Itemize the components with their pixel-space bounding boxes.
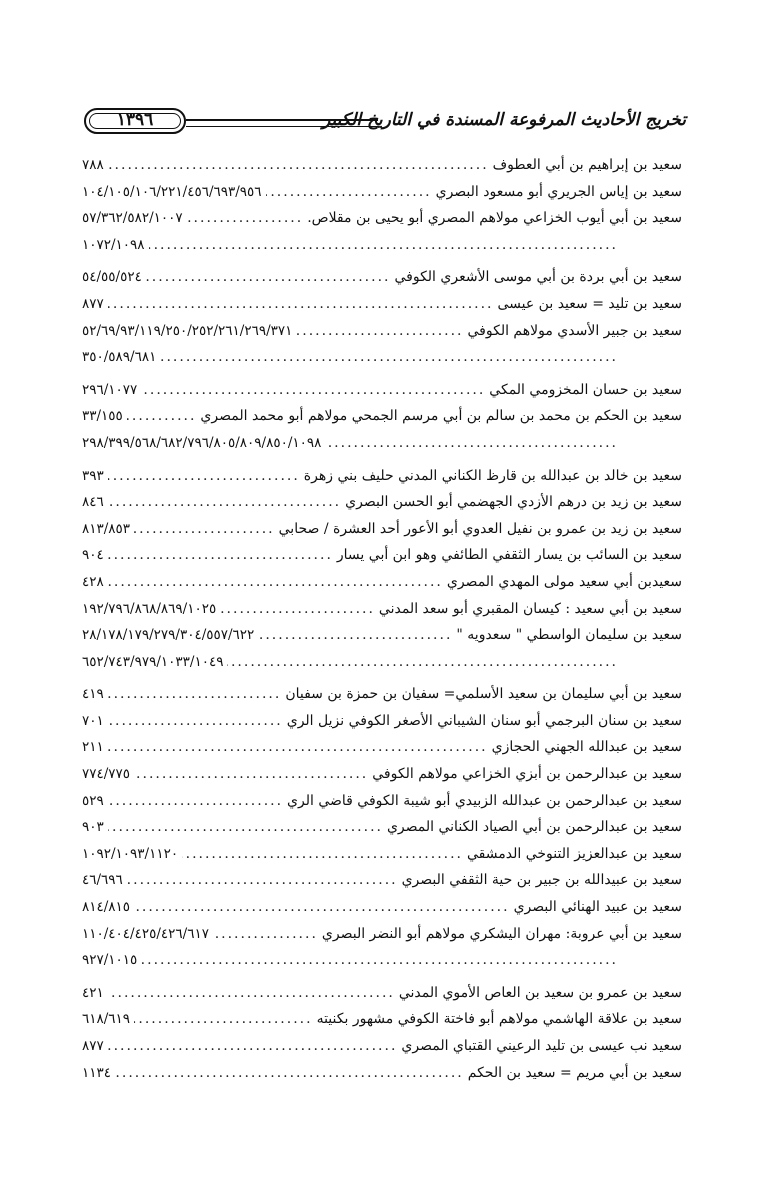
index-entry-continuation bbox=[82, 344, 682, 371]
entry-page-refs: ٥٧/٣٦٢/٥٨٢/١٠٠٧ bbox=[82, 210, 183, 227]
entry-page-refs: ٨٤٦ bbox=[82, 494, 104, 511]
entry-page-refs: ٣٣/١٥٥ bbox=[82, 408, 123, 425]
index-entry-continuation bbox=[82, 947, 682, 974]
entry-name: سعيد بن أبي عروبة: مهران اليشكري مولاهم أبو النضر البصري bbox=[321, 925, 682, 942]
entry-page-refs: ١١٣٤ bbox=[82, 1064, 112, 1081]
dot-leader bbox=[115, 1060, 464, 1087]
entry-name: سعيد بن أبي أيوب الخزاعي مولاهم المصري أبو يحيى بن مقلاص. bbox=[307, 210, 682, 227]
index-entry bbox=[82, 489, 682, 516]
entry-name: سعيد بن عبدالرحمن بن عبدالله الزبيدي أبو شيبة الكوفي قاضي الري bbox=[287, 792, 682, 809]
entry-name: سعيد بن عبيد الهنائي البصري bbox=[513, 899, 682, 916]
dot-leader bbox=[149, 232, 618, 259]
index-entry bbox=[82, 377, 682, 404]
dot-leader bbox=[213, 921, 318, 948]
index-entry bbox=[82, 596, 682, 623]
dot-leader bbox=[134, 1006, 313, 1033]
dot-leader bbox=[108, 569, 443, 596]
index-entry bbox=[82, 814, 682, 841]
entry-name: سعيد بن أبي سعيد : كيسان المقبري أبو سعد المدني bbox=[378, 600, 682, 617]
entry-name: سعيد بن عمرو بن سعيد بن العاص الأموي المدني bbox=[398, 984, 682, 1001]
index-entry bbox=[82, 894, 682, 921]
entry-name: سعيد بن عبيدالله بن جبير بن حية الثقفي البصري bbox=[401, 872, 682, 889]
dot-leader bbox=[108, 1033, 398, 1060]
entry-page-refs: ٥٢٩ bbox=[82, 792, 104, 809]
dot-leader bbox=[134, 894, 510, 921]
running-title: تخريج الأحاديث المرفوعة المسندة في التاريخ الكبير bbox=[322, 110, 686, 130]
dot-leader bbox=[108, 489, 341, 516]
entry-page-refs: ٨٧٧ bbox=[82, 295, 104, 312]
dot-leader bbox=[141, 947, 618, 974]
page-header bbox=[78, 108, 686, 148]
index-entry bbox=[82, 264, 682, 291]
dot-leader bbox=[182, 841, 463, 868]
entry-name: سعيد بن عبدالرحمن بن أبزي الخزاعي مولاهم الكوفي bbox=[372, 766, 682, 783]
dot-leader bbox=[108, 152, 489, 179]
entry-name: سعيد بن إبراهيم بن أبي العطوف bbox=[492, 157, 682, 173]
index-entry bbox=[82, 980, 682, 1007]
dot-leader bbox=[127, 867, 398, 894]
index-entry bbox=[82, 761, 682, 788]
entry-page-refs: ٧٨٨ bbox=[82, 157, 104, 173]
dot-leader bbox=[296, 318, 463, 345]
entry-name: سعيد بن عبدالله الجهني الحجازي bbox=[491, 739, 682, 756]
entry-name: سعيد بن سنان البرجمي أبو سنان الشيباني الأصغر الكوفي نزيل الري bbox=[286, 712, 682, 729]
dot-leader bbox=[258, 622, 452, 649]
entry-page-refs: ١١٠/٤٠٤/٤٢٥/٤٢٦/٦١٧ bbox=[82, 925, 209, 942]
dot-leader bbox=[108, 542, 333, 569]
entry-page-refs: ٣٥٠/٥٨٩/٦٨١ bbox=[82, 349, 157, 366]
entry-name: سعيد بن الحكم بن محمد بن سالم بن أبي مرسم الجمحي مولاهم أبو محمد المصري bbox=[200, 408, 682, 425]
entry-page-refs: ٢١١ bbox=[82, 739, 104, 756]
index-entry bbox=[82, 463, 682, 490]
entry-name: سعيد بن تليد = سعيد بن عيسى bbox=[497, 295, 682, 312]
index-entry bbox=[82, 867, 682, 894]
index-entry bbox=[82, 542, 682, 569]
entry-page-refs: ٢٩٦/١٠٧٧ bbox=[82, 381, 138, 398]
entry-page-refs: ٢٨/١٧٨/١٧٩/٢٧٩/٣٠٤/٥٥٧/٦٢٢ bbox=[82, 627, 255, 644]
index-entry bbox=[82, 152, 682, 179]
page-number-badge: ١٣٩٦ bbox=[84, 108, 186, 134]
entry-name: سعيد بن عبدالعزيز التنوخي الدمشقي bbox=[467, 845, 682, 862]
entry-name: سعيد بن أبي مريم = سعيد بن الحكم bbox=[467, 1064, 682, 1081]
dot-leader bbox=[187, 205, 304, 232]
dot-leader bbox=[325, 430, 618, 457]
entry-page-refs: ٤٢١ bbox=[82, 984, 104, 1001]
dot-leader bbox=[108, 291, 494, 318]
entry-page-refs: ٧٠١ bbox=[82, 712, 104, 729]
dot-leader bbox=[108, 681, 282, 708]
dot-leader bbox=[108, 980, 395, 1007]
entry-name: سعيدبن أبي سعيد مولى المهدي المصري bbox=[446, 573, 682, 590]
dot-leader bbox=[108, 814, 383, 841]
dot-leader bbox=[146, 264, 391, 291]
dot-leader bbox=[134, 516, 275, 543]
dot-leader bbox=[227, 649, 618, 676]
entry-page-refs: ٨٧٧ bbox=[82, 1038, 104, 1054]
index-entry-continuation bbox=[82, 430, 682, 457]
entry-name: سعيد نب عيسى بن تليد الرعيني القتباي المصري bbox=[401, 1038, 682, 1054]
dot-leader bbox=[220, 596, 375, 623]
entry-page-refs: ٥٤/٥٥/٥٢٤ bbox=[82, 269, 142, 286]
entry-page-refs: ٦١٨/٦١٩ bbox=[82, 1011, 131, 1028]
entry-page-refs: ١٠٤/١٠٥/١٠٦/٢٢١/٤٥٦/٦٩٣/٩٥٦ bbox=[82, 183, 262, 200]
entry-page-refs: ٨١٤/٨١٥ bbox=[82, 899, 131, 916]
entry-page-refs: ٤٦/٦٩٦ bbox=[82, 872, 123, 889]
index-entry bbox=[82, 291, 682, 318]
dot-leader bbox=[108, 788, 283, 815]
entry-name: سعيد بن أبي سليمان بن سعيد الأسلمي= سفيان بن حمزة بن سفيان bbox=[285, 686, 682, 703]
index-entry bbox=[82, 708, 682, 735]
entry-name: سعيد بن عبدالرحمن بن أبي الصياد الكناني المصري bbox=[386, 819, 682, 836]
index-entry bbox=[82, 681, 682, 708]
index-entry-continuation bbox=[82, 649, 682, 676]
entry-name: سعيد بن خالد بن عبدالله بن قارظ الكناني المدني حليف بني زهرة bbox=[303, 467, 682, 484]
entry-page-refs: ٨١٣/٨٥٣ bbox=[82, 520, 131, 537]
dot-leader bbox=[108, 463, 300, 490]
dot-leader bbox=[160, 344, 618, 371]
entry-page-refs: ١٠٩٢/١٠٩٣/١١٢٠ bbox=[82, 845, 179, 862]
index-entry bbox=[82, 1060, 682, 1087]
entry-name: سعيد بن إياس الجريري أبو مسعود البصري bbox=[435, 183, 682, 200]
entry-name: سعيد بن حسان المخزومي المكي bbox=[489, 381, 682, 398]
header-rule bbox=[186, 119, 378, 127]
entry-page-refs: ١٠٧٢/١٠٩٨ bbox=[82, 236, 145, 253]
index-entry bbox=[82, 1006, 682, 1033]
dot-leader bbox=[134, 761, 368, 788]
entry-page-refs: ٤٢٨ bbox=[82, 573, 104, 590]
entry-page-refs: ٩٠٣ bbox=[82, 819, 104, 836]
index-entry bbox=[82, 569, 682, 596]
entry-name: سعيد بن السائب بن يسار الثقفي الطائفي وهو ابن أبي يسار bbox=[336, 547, 682, 564]
index-entry-continuation bbox=[82, 232, 682, 259]
dot-leader bbox=[108, 734, 488, 761]
index-entry bbox=[82, 788, 682, 815]
entry-name: سعيد بن سليمان الواسطي " سعدويه " bbox=[456, 627, 682, 644]
index-entry bbox=[82, 622, 682, 649]
index-entry bbox=[82, 318, 682, 345]
dot-leader bbox=[141, 377, 485, 404]
entry-page-refs: ٢٩٨/٣٩٩/٥٦٨/٦٨٢/٧٩٦/٨٠٥/٨٠٩/٨٥٠/١٠٩٨ bbox=[82, 434, 322, 451]
entry-page-refs: ٩٠٤ bbox=[82, 547, 104, 564]
index-entry bbox=[82, 734, 682, 761]
entry-name: سعيد بن جبير الأسدي مولاهم الكوفي bbox=[467, 322, 682, 339]
entry-page-refs: ٥٢/٦٩/٩٣/١١٩/٢٥٠/٢٥٢/٢٦١/٢٦٩/٣٧١ bbox=[82, 322, 293, 339]
entry-name: سعيد بن أبي بردة بن أبي موسى الأشعري الكوفي bbox=[394, 269, 682, 286]
index-entry bbox=[82, 841, 682, 868]
index-entry bbox=[82, 921, 682, 948]
entry-page-refs: ١٩٢/٧٩٦/٨٦٨/٨٦٩/١٠٢٥ bbox=[82, 600, 217, 617]
dot-leader bbox=[108, 708, 283, 735]
entry-name: سعيد بن علاقة الهاشمي مولاهم أبو فاختة الكوفي مشهور بكنيته bbox=[316, 1011, 682, 1028]
entry-page-refs: ٧٧٤/٧٧٥ bbox=[82, 766, 131, 783]
entry-page-refs: ٤١٩ bbox=[82, 686, 104, 703]
index-entry bbox=[82, 516, 682, 543]
index-entry bbox=[82, 1033, 682, 1060]
entry-page-refs: ٦٥٢/٧٤٣/٩٧٩/١٠٣٣/١٠٤٩ bbox=[82, 653, 224, 670]
entry-name: سعيد بن زيد بن درهم الأزدي الجهضمي أبو الحسن البصري bbox=[345, 494, 682, 511]
index-entry bbox=[82, 179, 682, 206]
dot-leader bbox=[266, 179, 432, 206]
index-entry bbox=[82, 205, 682, 232]
entry-name: سعيد بن زيد بن عمرو بن نفيل العدوي أبو الأعور أحد العشرة / صحابي bbox=[278, 520, 682, 537]
dot-leader bbox=[127, 403, 197, 430]
index-entry bbox=[82, 403, 682, 430]
index-entries bbox=[82, 152, 682, 1086]
entry-page-refs: ٣٩٣ bbox=[82, 467, 104, 484]
entry-page-refs: ٩٢٧/١٠١٥ bbox=[82, 952, 138, 969]
